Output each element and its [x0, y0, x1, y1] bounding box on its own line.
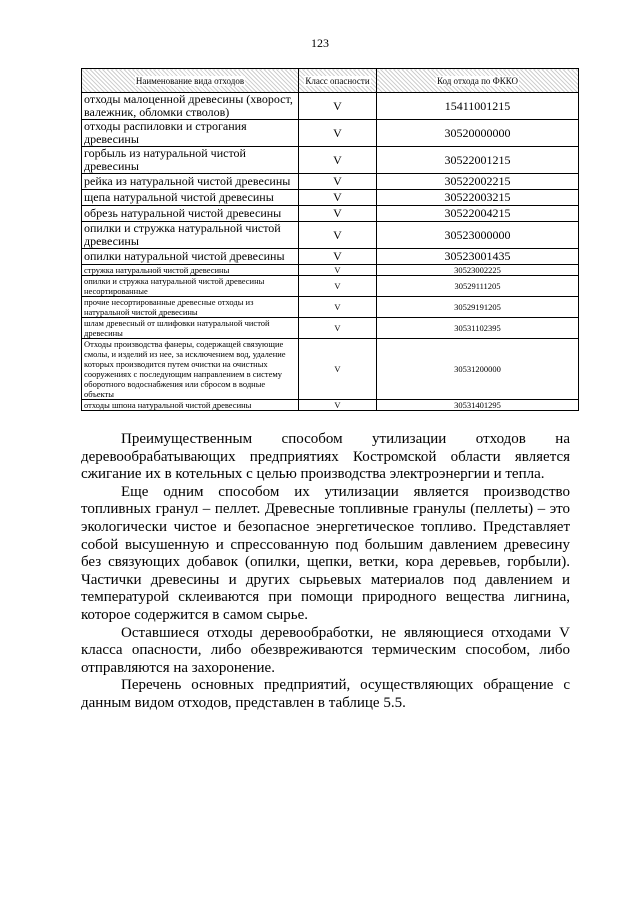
fkko-code-cell: 30531200000: [377, 339, 579, 400]
table-row: [82, 318, 579, 339]
table-body: [82, 93, 579, 411]
hazard-class-cell: V: [299, 190, 377, 206]
table-row: [82, 276, 579, 297]
hazard-class-cell: V: [299, 339, 377, 400]
body-text: [81, 431, 570, 713]
waste-name-cell: прочие несортированные древесные отходы из натуральной чистой древесины: [82, 297, 299, 318]
hazard-class-cell: V: [299, 147, 377, 174]
fkko-code-cell: 30522002215: [377, 174, 579, 190]
paragraph: Еще одним способом их утилизации является производство топливных гранул – пеллет. Древесные топливные гранулы (пеллеты) – это экологически чистое и безопасное энергетическое топливо. Представляет собой высушенную и спрессованную под большим давлением древесину без связующих добавок (опилки, щепки, ветки, кора деревьев, горбыли). Частички древесины и других сырьевых материалов под давлением и температурой склеиваются при помощи природного вещества лигнина, которое содержится в самом сырье.: [81, 483, 570, 623]
fkko-code-cell: 30522001215: [377, 147, 579, 174]
hazard-class-cell: V: [299, 297, 377, 318]
waste-name-cell: горбыль из натуральной чистой древесины: [82, 147, 299, 174]
waste-table: [81, 68, 579, 411]
table-row: [82, 297, 579, 318]
hazard-class-cell: V: [299, 174, 377, 190]
hazard-class-cell: V: [299, 265, 377, 276]
waste-name-cell: опилки натуральной чистой древесины: [82, 249, 299, 265]
waste-name-cell: опилки и стружка натуральной чистой древесины несортированные: [82, 276, 299, 297]
page-number: 123: [311, 36, 329, 50]
table-row: [82, 174, 579, 190]
table-row: [82, 265, 579, 276]
hazard-class-cell: V: [299, 93, 377, 120]
fkko-code-cell: 30529111205: [377, 276, 579, 297]
waste-name-cell: отходы шпона натуральной чистой древесины: [82, 400, 299, 411]
hazard-class-cell: V: [299, 206, 377, 222]
paragraph: Преимущественным способом утилизации отходов на деревообрабатывающих предприятиях Костромской области является сжигание их в котельных с целью производства электроэнергии и тепла.: [81, 431, 570, 483]
waste-name-cell: шлам древесный от шлифовки натуральной чистой древесины: [82, 318, 299, 339]
table-row: [82, 206, 579, 222]
waste-name-cell: отходы малоценной древесины (хворост, валежник, обломки стволов): [82, 93, 299, 120]
header-fkko-code: Код отхода по ФККО: [377, 69, 579, 93]
fkko-code-cell: 30529191205: [377, 297, 579, 318]
table-row: [82, 120, 579, 147]
waste-name-cell: щепа натуральной чистой древесины: [82, 190, 299, 206]
table-row: [82, 147, 579, 174]
table-header: [82, 69, 579, 93]
waste-name-cell: отходы распиловки и строгания древесины: [82, 120, 299, 147]
header-waste-name: Наименование вида отходов: [82, 69, 299, 93]
fkko-code-cell: 30520000000: [377, 120, 579, 147]
table-row: [82, 339, 579, 400]
header-hazard-class: Класс опасности: [299, 69, 377, 93]
fkko-code-cell: 30531102395: [377, 318, 579, 339]
hazard-class-cell: V: [299, 318, 377, 339]
table-row: [82, 93, 579, 120]
waste-name-cell: опилки и стружка натуральной чистой древесины: [82, 222, 299, 249]
table-row: [82, 222, 579, 249]
paragraph: Перечень основных предприятий, осуществляющих обращение с данным видом отходов, представлен в таблице 5.5.: [81, 677, 570, 711]
hazard-class-cell: V: [299, 222, 377, 249]
waste-name-cell: рейка из натуральной чистой древесины: [82, 174, 299, 190]
fkko-code-cell: 30523002225: [377, 265, 579, 276]
waste-name-cell: стружка натуральной чистой древесины: [82, 265, 299, 276]
hazard-class-cell: V: [299, 249, 377, 265]
fkko-code-cell: 15411001215: [377, 93, 579, 120]
waste-name-cell: Отходы производства фанеры, содержащей связующие смолы, и изделий из нее, за исключением вод, удаление которых производится путем очистки на очистных сооружениях с последующим направлением в систему оборотного водоснабжения или сбросом в водные объекты: [82, 339, 299, 400]
fkko-code-cell: 30522003215: [377, 190, 579, 206]
table-row: [82, 400, 579, 411]
fkko-code-cell: 30523000000: [377, 222, 579, 249]
hazard-class-cell: V: [299, 120, 377, 147]
waste-name-cell: обрезь натуральной чистой древесины: [82, 206, 299, 222]
paragraph: Оставшиеся отходы деревообработки, не являющиеся отходами V класса опасности, либо обезвреживаются термическим способом, либо отправляются на захоронение.: [81, 624, 570, 676]
table-row: [82, 190, 579, 206]
hazard-class-cell: V: [299, 400, 377, 411]
hazard-class-cell: V: [299, 276, 377, 297]
fkko-code-cell: 30523001435: [377, 249, 579, 265]
fkko-code-cell: 30522004215: [377, 206, 579, 222]
table-row: [82, 249, 579, 265]
fkko-code-cell: 30531401295: [377, 400, 579, 411]
